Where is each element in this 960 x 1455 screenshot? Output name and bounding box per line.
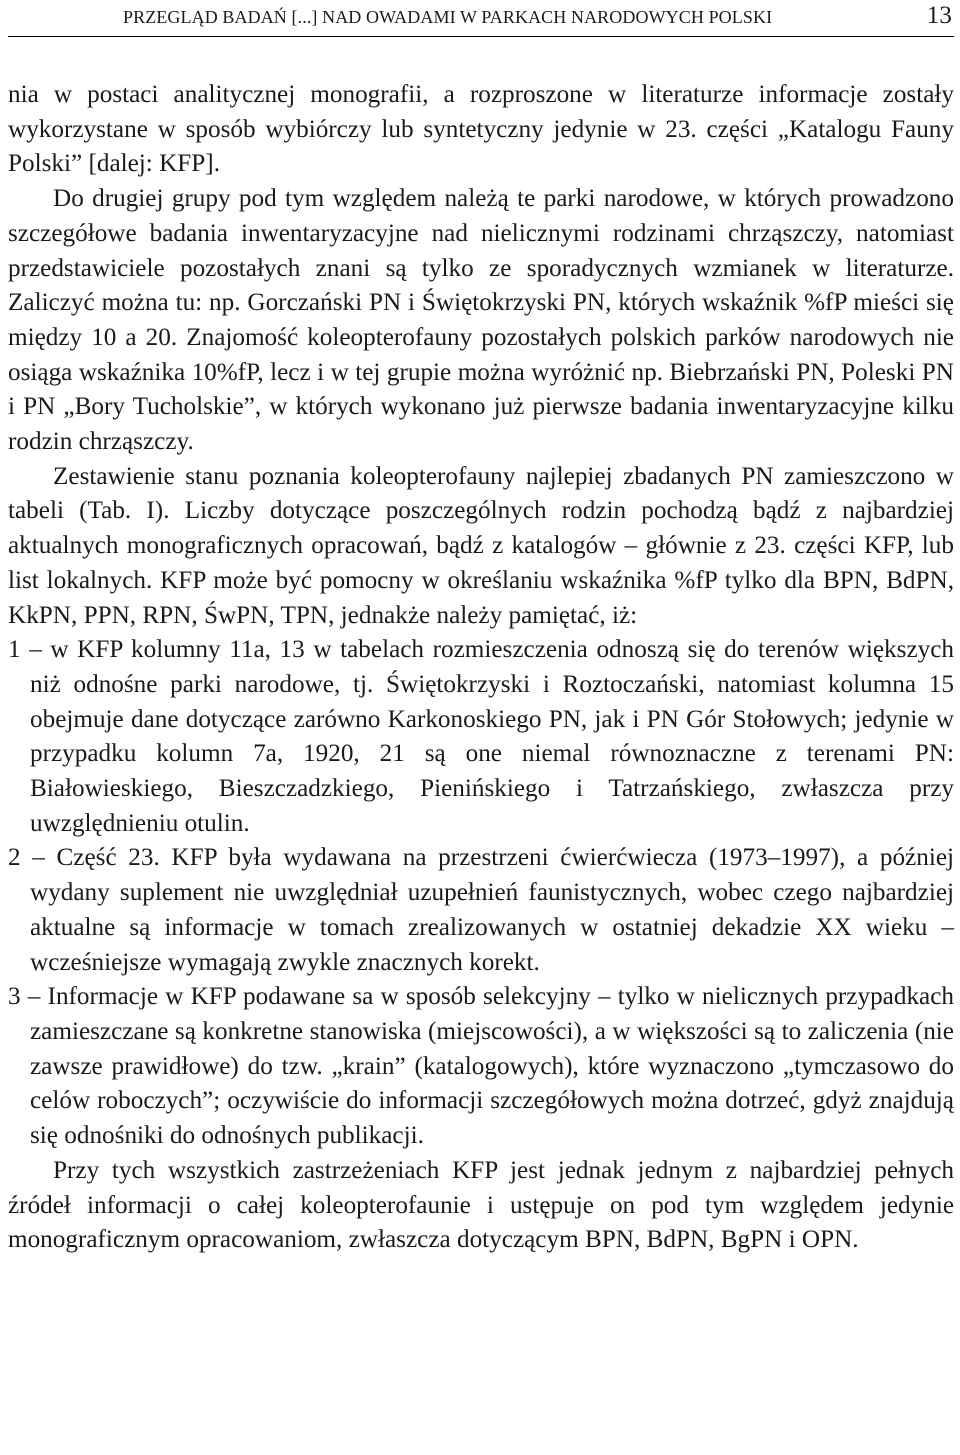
document-page (8, 0, 954, 1258)
paragraph-table-summary: Zestawienie stanu poznania koleopterofauny najlepiej zbadanych PN zamieszczono w tabeli (Tab. I). Liczby dotyczące poszczególnych rodzin pochodzą bądź z najbardziej aktualnych monograficznych opracowań, bądź z katalogów – głównie z 23. części KFP, lub list lokalnych. KFP może być pomocny w określaniu wskaźnika %fP tylko dla BPN, BdPN, KkPN, PPN, RPN, ŚwPN, TPN, jednakże należy pamiętać, iż: (8, 462, 954, 629)
list-item: 2 – Część 23. KFP była wydawana na przestrzeni ćwierćwiecza (1973–1997), a później wydany suplement nie uwzględniał uzupełnień faunistycznych, wobec czego najbardziej aktualne są informacje w tomach zrealizowanych w ostatniej dekadzie XX wieku – wcześniejsze wymagają zwykle znacznych korekt. (8, 844, 954, 976)
running-header (8, 0, 954, 37)
running-title: PRZEGLĄD BADAŃ [...] NAD OWADAMI W PARKACH NARODOWYCH POLSKI (123, 7, 773, 27)
body-text (8, 78, 954, 1258)
list-item: 1 – w KFP kolumny 11a, 13 w tabelach rozmieszczenia odnoszą się do terenów większych niż odnośne parki narodowe, tj. Świętokrzyski i Roztoczański, natomiast kolumna 15 obejmuje dane dotyczące zarówno Karkonoskiego PN, jak i PN Gór Stołowych; jedynie w przypadku kolumn 7a, 1920, 21 są one niemal równoznaczne z terenami PN: Białowieskiego, Bieszczadzkiego, Pienińskiego i Tatrzańskiego, zwłaszcza przy uwzględnieniu otulin. (8, 636, 954, 837)
paragraph-continuation: nia w postaci analitycznej monografii, a rozproszone w literaturze informacje zostały wykorzystane w sposób wybiórczy lub syntetyczny jedynie w 23. części „Katalogu Fauny Polski” [dalej: KFP]. (8, 81, 954, 178)
paragraph-final: Przy tych wszystkich zastrzeżeniach KFP jest jednak jednym z najbardziej pełnych źródeł informacji o całej koleopterofaunie i ustępuje on pod tym względem jedynie monograficznym opracowaniom, zwłaszcza dotyczącym BPN, BdPN, BgPN i OPN. (8, 1156, 954, 1254)
list-item: 3 – Informacje w KFP podawane sa w sposób selekcyjny – tylko w nielicznych przypadkach zamieszczane są konkretne stanowiska (miejscowości), a w większości są to zaliczenia (nie zawsze prawidłowe) do tzw. „krain” (katalogowych), które wyznaczono „tymczasowo do celów roboczych”; oczywiście do informacji szczegółowych można dotrzeć, gdyż znajdują się odnośniki do odnośnych publikacji. (8, 983, 954, 1150)
paragraph-second-group: Do drugiej grupy pod tym względem należą te parki narodowe, w których prowadzono szczegółowe badania inwentaryzacyjne nad nielicznymi rodzinami chrząszczy, natomiast przedstawiciele pozostałych znani są tylko ze sporadycznych wzmianek w literaturze. Zaliczyć można tu: np. Gorczański PN i Świętokrzyski PN, których wskaźnik %fP mieści się między 10 a 20. Znajomość koleopterofauny pozostałych polskich parków narodowych nie osiąga wskaźnika 10%fP, lecz i w tej grupie można wyróżnić np. Biebrzański PN, Poleski PN i PN „Bory Tucholskie”, w których wykonano już pierwsze badania inwentaryzacyjne kilku rodzin chrząszczy. (8, 185, 954, 456)
page-number: 13 (926, 2, 952, 29)
